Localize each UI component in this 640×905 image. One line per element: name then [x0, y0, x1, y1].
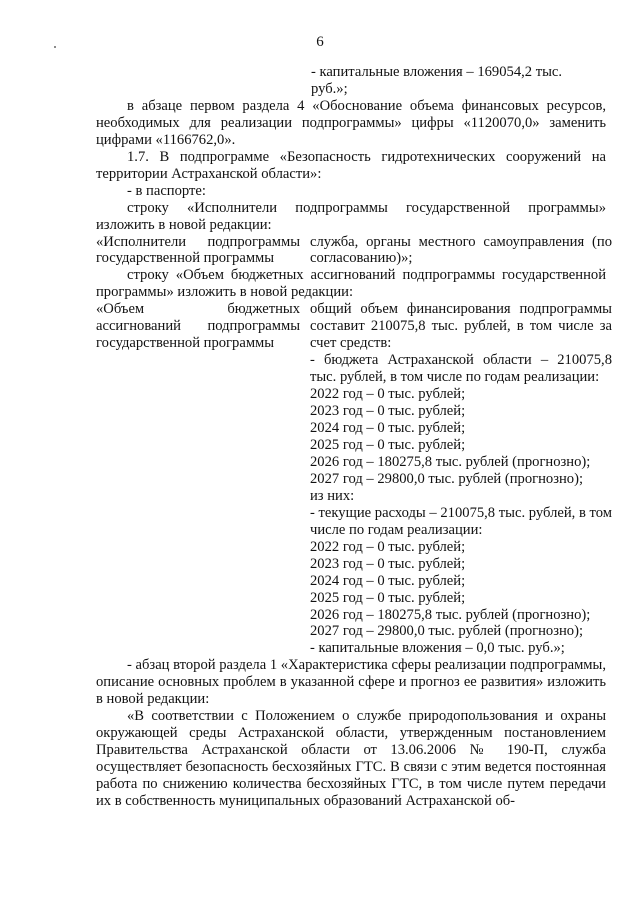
year-line: 2026 год – 180275,8 тыс. рублей (прогнозно);	[310, 453, 591, 470]
current-expenses: - текущие расходы – 210075,8 тыс. рублей, в том числе по годам реализации:	[310, 504, 612, 538]
paragraph-executors-row: строку «Исполнители подпрограммы государственной программы» изложить в новой редакции:	[96, 199, 606, 233]
paragraph-budget-row: строку «Объем бюджетных ассигнований подпрограммы государственной программы» изложить в новой редакции:	[96, 267, 606, 301]
year-line: 2027 год – 29800,0 тыс. рублей (прогнозно);	[310, 470, 584, 487]
document-body	[96, 64, 612, 810]
capital-investments-end: - капитальные вложения – 0,0 тыс. руб.»;	[310, 640, 565, 657]
budget-value	[310, 301, 612, 657]
scan-speck	[54, 46, 56, 48]
cap-investments-line-end: руб.»;	[311, 80, 348, 97]
budget-table-row	[96, 301, 612, 657]
year-line: 2024 год – 0 тыс. рублей;	[310, 572, 466, 589]
of-them-label: из них:	[310, 487, 355, 504]
year-line: 2026 год – 180275,8 тыс. рублей (прогнозно);	[310, 606, 591, 623]
paragraph-section4: в абзаце первом раздела 4 «Обоснование объема финансовых ресурсов, необходимых для реализации подпрограммы» цифры «1120070,0» заменить цифрами «1166762,0».	[96, 97, 606, 148]
budget-label: «Объем бюджетных ассигнований подпрограммы государственной программы	[96, 301, 300, 352]
year-line: 2025 год – 0 тыс. рублей;	[310, 589, 466, 606]
paragraph-subprogram-1-7: 1.7. В подпрограмме «Безопасность гидротехнических сооружений на территории Астраханской области»:	[96, 148, 606, 182]
paragraph-section1: - абзац второй раздела 1 «Характеристика сферы реализации подпрограммы, описание основных проблем в указанной сфере и прогноз ее развития» изложить в новой редакции:	[96, 657, 606, 708]
year-line: 2027 год – 29800,0 тыс. рублей (прогнозно);	[310, 623, 584, 640]
paragraph-passport: - в паспорте:	[127, 182, 206, 199]
year-line: 2022 год – 0 тыс. рублей;	[310, 538, 466, 555]
paragraph-quote: «В соответствии с Положением о службе природопользования и охраны окружающей среды Астраханской области, утвержденным постановлением Правительства Астраханской области от 13.06.2006 № 190-П, служба осуществляет безопасность бесхозяйных ГТС. В связи с этим ведется постоянная работа по снижению количества бесхозяйных ГТС, в том числе путем передачи их в собственность муниципальных образований Астраханской об-	[96, 708, 606, 809]
year-line: 2025 год – 0 тыс. рублей;	[310, 436, 466, 453]
budget-intro: общий объем финансирования подпрограммы составит 210075,8 тыс. рублей, в том числе за счет средств:	[310, 301, 612, 352]
year-line: 2022 год – 0 тыс. рублей;	[310, 386, 466, 403]
cap-investments-line: - капитальные вложения – 169054,2 тыс.	[311, 64, 563, 80]
executors-label: «Исполнители подпрограммы государственной программы	[96, 233, 300, 267]
year-line: 2024 год – 0 тыс. рублей;	[310, 420, 466, 437]
executors-value: служба, органы местного самоуправления (по согласованию)»;	[310, 233, 612, 267]
page-number: 6	[316, 34, 324, 50]
year-line: 2023 год – 0 тыс. рублей;	[310, 555, 466, 572]
budget-regional: - бюджета Астраханской области – 210075,8 тыс. рублей, в том числе по годам реализации:	[310, 352, 612, 386]
executors-table-row	[96, 233, 612, 268]
year-line: 2023 год – 0 тыс. рублей;	[310, 403, 466, 420]
